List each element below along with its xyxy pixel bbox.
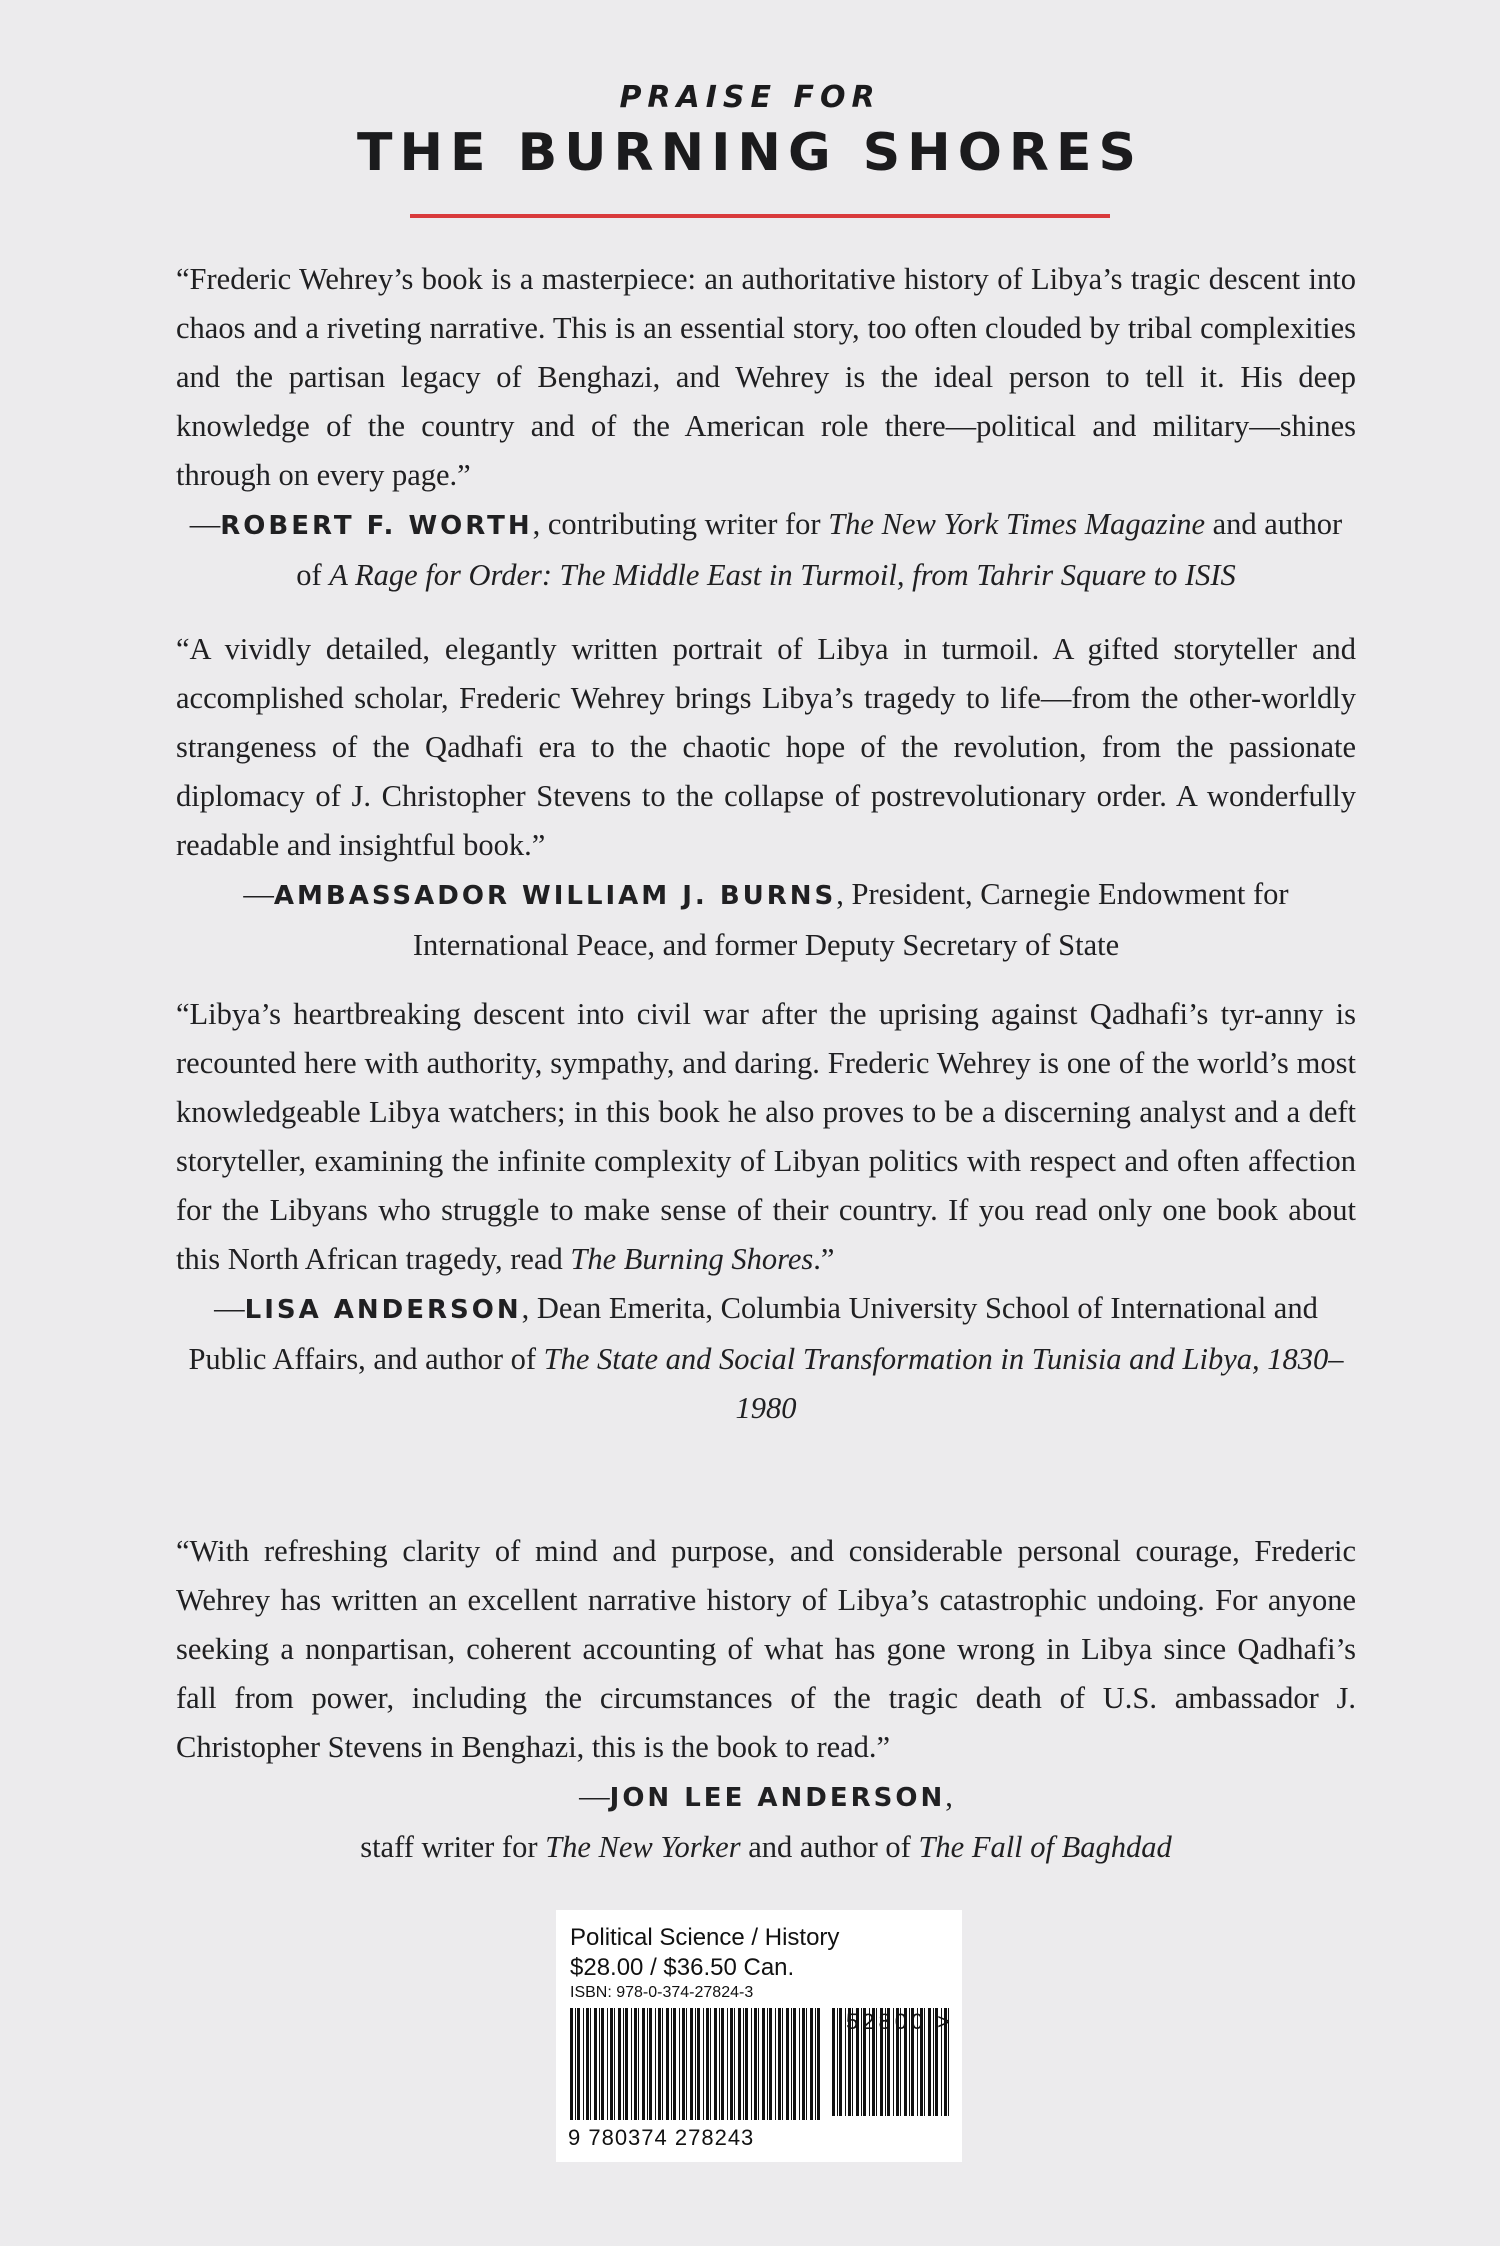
barcode-price-code: 52800 >	[846, 2009, 955, 2034]
barcode-stripe	[586, 2008, 589, 2120]
barcode-stripe	[631, 2008, 632, 2120]
blurb-quote: “Frederic Wehrey’s book is a masterpiece: an authoritative history of Libya’s tragic descent into chaos and a riveting narrative. This is an essential story, too often clouded by tribal complexities and the partisan legacy of Benghazi, and Wehrey is the ideal person to tell it. His deep knowledge of the country and of the American role there—political and military—shines through on every page.”	[176, 262, 1356, 492]
blurb-attribution	[176, 870, 1356, 970]
barcode-stripe	[719, 2008, 720, 2120]
barcode-stripe	[810, 2008, 813, 2120]
barcode-stripe	[614, 2008, 615, 2120]
attribution-dash: —	[579, 1779, 610, 1813]
barcode-stripe	[679, 2008, 680, 2120]
barcode-stripe	[832, 2008, 835, 2116]
barcode-stripe	[577, 2008, 580, 2120]
barcode-stripe	[686, 2008, 687, 2120]
barcode-stripe	[778, 2008, 781, 2120]
barcode-stripe	[802, 2008, 805, 2120]
blurb-quote: “A vividly detailed, elegantly written portrait of Libya in turmoil. A gifted storyteller and accomplished scholar, Frederic Wehrey brings Libya’s tragedy to life—from the other-worldly strangeness of the Qadhafi era to the chaotic hope of the revolution, from the passionate diplomacy of J. Christopher Stevens to the collapse of postrevolutionary order. A wonderfully readable and insightful book.”	[176, 632, 1356, 862]
attribution-dash: —	[214, 1291, 245, 1325]
barcode-stripe	[767, 2008, 768, 2120]
barcode-stripe	[710, 2008, 711, 2120]
header	[0, 80, 1500, 183]
barcode-stripe	[727, 2008, 728, 2120]
barcode-stripe	[583, 2008, 584, 2120]
barcode-stripe	[662, 2008, 663, 2120]
barcode-stripe	[623, 2008, 624, 2120]
barcode-stripe	[703, 2008, 704, 2120]
barcode-stripe	[817, 2008, 820, 2120]
barcode-stripe	[638, 2008, 639, 2120]
blurb-quote-book-title: The Burning Shores	[570, 1242, 814, 1276]
barcode-stripe	[762, 2008, 765, 2120]
barcode-stripe	[791, 2008, 792, 2120]
barcode-stripe	[607, 2008, 608, 2120]
attribution-name: ROBERT F. WORTH	[220, 511, 533, 541]
barcode-stripe	[714, 2008, 717, 2120]
attribution-name-line	[176, 1772, 1356, 1823]
barcode-stripe	[769, 2008, 772, 2120]
barcode-stripe	[575, 2008, 576, 2120]
barcode-stripe	[839, 2008, 842, 2116]
attribution-name: AMBASSADOR WILLIAM J. BURNS	[273, 881, 837, 911]
barcode-stripe	[570, 2008, 573, 2120]
attribution-role-cont: and author of	[296, 507, 1343, 592]
barcode-stripe	[706, 2008, 709, 2120]
barcode-stripe	[618, 2008, 621, 2120]
barcode-stripe	[806, 2008, 807, 2120]
attribution-publication: The New Yorker	[545, 1830, 741, 1864]
blurb-quote: “With refreshing clarity of mind and purpose, and considerable personal courage, Frederic Wehrey has written an excellent narrative history of Libya’s catastrophic undoing. For anyone seeking a nonpartisan, coherent accounting of what has gone wrong in Libya since Qadhafi’s fall from power, including the circumstances of the tragic death of U.S. ambassador J. Christopher Stevens in Benghazi, this is the book to read.”	[176, 1534, 1356, 1764]
attribution-book-title: A Rage for Order: The Middle East in Turmoil, from Tahrir Square to ISIS	[329, 558, 1236, 592]
barcode-stripe	[743, 2008, 744, 2120]
barcode-isbn: ISBN: 978-0-374-27824-3	[570, 1984, 754, 2001]
barcode-stripe	[610, 2008, 613, 2120]
barcode-stripe	[786, 2008, 789, 2120]
blurb-quote-wrap	[176, 990, 1356, 1284]
barcode-stripe	[601, 2008, 604, 2120]
red-divider-rule	[410, 214, 1110, 218]
barcode-stripe	[815, 2008, 816, 2120]
attribution-role: staff writer for	[360, 1830, 546, 1864]
attribution-publication: The New York Times Magazine	[828, 507, 1205, 541]
barcode-stripe	[738, 2008, 741, 2120]
barcode-stripe	[695, 2008, 696, 2120]
barcode-stripe	[642, 2008, 645, 2120]
barcode-stripe	[634, 2008, 637, 2120]
blurb-quote-end: .”	[813, 1242, 835, 1276]
barcode-stripe	[590, 2008, 591, 2120]
barcode-stripe	[697, 2008, 700, 2120]
barcode-stripe	[690, 2008, 693, 2120]
attribution-dash: —	[189, 507, 221, 541]
barcode-stripe	[658, 2008, 661, 2120]
barcode-stripe	[649, 2008, 652, 2120]
barcode-stripe	[793, 2008, 796, 2120]
barcode-stripe	[758, 2008, 759, 2120]
attribution-name: LISA ANDERSON	[244, 1295, 522, 1325]
blurb-lisa-anderson	[176, 990, 1356, 1433]
barcode-stripe	[599, 2008, 600, 2120]
blurb-worth	[176, 255, 1356, 600]
barcode-stripe	[751, 2008, 752, 2120]
barcode-stripe	[754, 2008, 757, 2120]
barcode-stripe	[594, 2008, 597, 2120]
barcode-category: Political Science / History	[570, 1924, 840, 1951]
barcode-stripe	[671, 2008, 672, 2120]
blurb-attribution	[176, 1284, 1356, 1433]
blurb-quote: “Libya’s heartbreaking descent into civil war after the uprising against Qadhafi’s tyr-anny is recounted here with authority, sympathy, and daring. Frederic Wehrey is one of the world’s most knowledgeable Libya watchers; in this book he also proves to be a discerning analyst and a deft storyteller, examining the infinite complexity of Libyan politics with respect and often affection for the Libyans who struggle to make sense of their country. If you read only one book about this North African tragedy, read	[176, 997, 1356, 1276]
blurb-attribution	[176, 500, 1356, 600]
barcode-stripe	[666, 2008, 669, 2120]
barcode-stripe	[730, 2008, 733, 2120]
attribution-name: JON LEE ANDERSON	[609, 1783, 946, 1813]
attribution-role: , President, Carnegie Endowment for International Peace, and former Deputy Secretary of State	[412, 877, 1289, 962]
barcode-stripe	[745, 2008, 748, 2120]
blurb-burns	[176, 625, 1356, 970]
barcode-stripe	[721, 2008, 724, 2120]
barcode-stripe	[734, 2008, 735, 2120]
barcode-stripe	[655, 2008, 656, 2120]
barcode-label	[556, 1910, 962, 2162]
barcode-stripe	[775, 2008, 776, 2120]
blurb-jon-lee-anderson	[176, 1527, 1356, 1872]
barcode-stripe	[673, 2008, 676, 2120]
praise-for-label: PRAISE FOR	[619, 80, 881, 115]
attribution-book-title: The State and Social Transformation in Tunisia and Libya, 1830–1980	[543, 1342, 1344, 1425]
barcode-stripe	[625, 2008, 628, 2120]
attribution-role-line	[176, 1823, 1356, 1872]
barcode-stripe	[782, 2008, 783, 2120]
attribution-role: , contributing writer for	[532, 507, 829, 541]
attribution-role-cont: and author of	[740, 1830, 919, 1864]
barcode-digits: 9 780374 278243	[568, 2125, 755, 2150]
barcode-stripe	[799, 2008, 800, 2120]
attribution-name-comma: ,	[945, 1779, 953, 1813]
attribution-dash: —	[243, 877, 274, 911]
barcode-stripe	[682, 2008, 685, 2120]
attribution-role: , Dean Emerita, Columbia University School of International and Public Affairs, and author of	[188, 1291, 1318, 1376]
attribution-book-title: The Fall of Baghdad	[918, 1830, 1172, 1864]
barcode-stripe	[647, 2008, 648, 2120]
blurb-attribution	[176, 1772, 1356, 1872]
barcode-stripe	[837, 2008, 838, 2116]
book-title: THE BURNING SHORES	[357, 123, 1143, 183]
barcode-price: $28.00 / $36.50 Can.	[570, 1954, 795, 1981]
